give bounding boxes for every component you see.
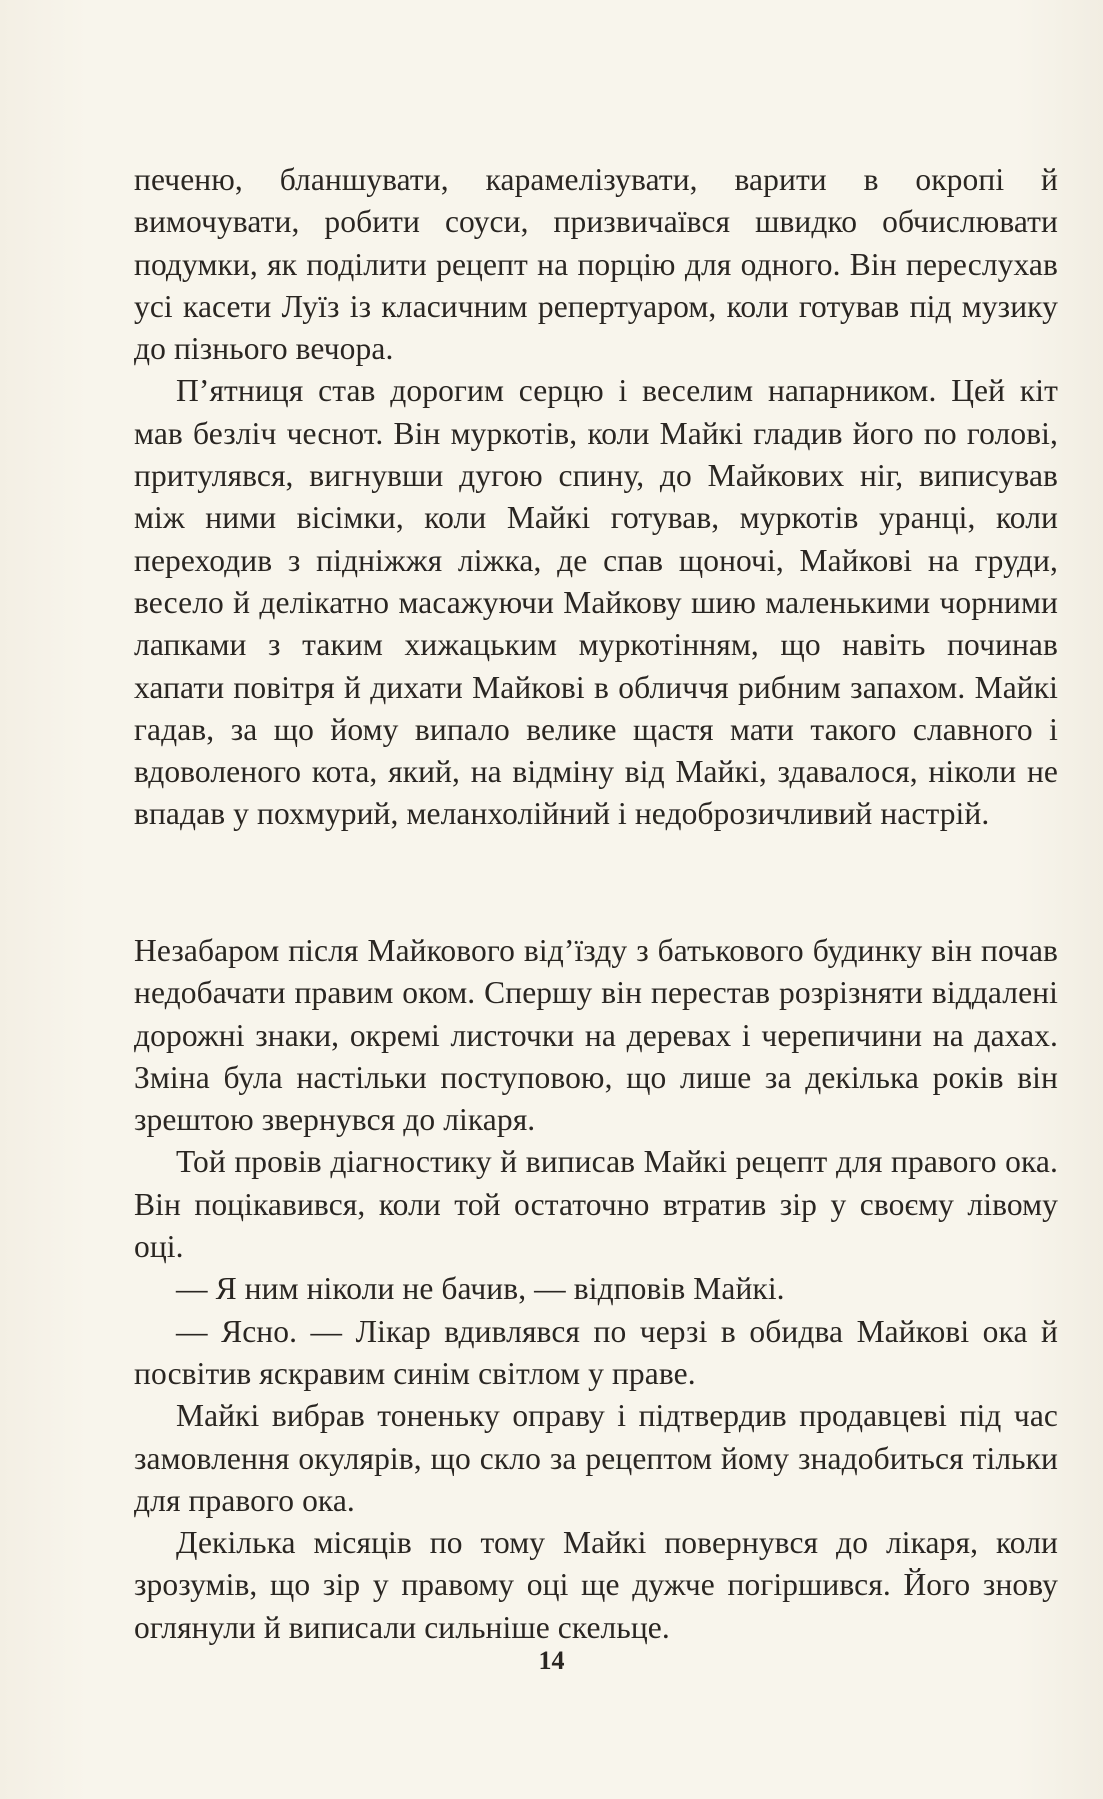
paragraph: Майкі вибрав тоненьку оправу і підтвердив продавцеві під час замовлення окулярів, що скло за рецептом йому знадобиться тільки для правого ока. bbox=[134, 1398, 1058, 1518]
paragraph: П’ятниця став дорогим серцю і веселим напарником. Цей кіт мав безліч чеснот. Він муркотів, коли Майкі гладив його по голові, притулявся, вигнувши дугою спину, до Майкових ніг, виписував між ними вісімки, коли Майкі готував, муркотів уранці, коли переходив з підніжжя ліжка, де спав щоночі, Майкові на груди, весело й делікатно масажуючи Майкову шию маленькими чорними лапками з таким хижацьким муркотінням, що навіть починав хапати повітря й дихати Майкові в обличчя рибним запахом. Майкі гадав, за що йому випало велике щастя мати такого славного і вдоволеного кота, який, на відміну від Майкі, здавалося, ніколи не впадав у похмурий, меланхолійний і недоброзичливий настрій. bbox=[134, 373, 1058, 832]
page-number: 14 bbox=[538, 1646, 565, 1675]
dialogue-line: — Ясно. — Лікар вдивлявся по черзі в обидва Майкові ока й посвітив яскравим синім світлом у праве. bbox=[134, 1313, 1058, 1391]
text-section-2 bbox=[134, 930, 1058, 1649]
paragraph: печеню, бланшувати, карамелізувати, варити в окропі й вимочувати, робити соуси, призвичаївся швидко обчислювати подумки, як поділити рецепт на порцію для одного. Він переслухав усі касети Луїз із класичним репертуаром, коли готував під музику до пізнього вечора. bbox=[134, 162, 1058, 367]
paragraph: Той провів діагностику й виписав Майкі рецепт для правого ока. Він поцікавився, коли той остаточно втратив зір у своєму лівому оці. bbox=[134, 1144, 1058, 1265]
text-section-1 bbox=[134, 159, 1058, 836]
dialogue-line: — Я ним ніколи не бачив, — відповів Майкі. bbox=[176, 1271, 785, 1307]
paragraph: Декілька місяців по тому Майкі повернувся до лікаря, коли зрозумів, що зір у правому оці ще дужче погіршився. Його знову оглянули й виписали сильніше скельце. bbox=[134, 1525, 1058, 1645]
paragraph: Незабаром після Майкового від’їзду з батькового будинку він почав недобачати правим оком. Спершу він перестав розрізняти віддалені дорожні знаки, окремі листочки на деревах і черепичини на дахах. Зміна була настільки поступовою, що лише за декілька років він зрештою звернувся до лікаря. bbox=[134, 933, 1058, 1138]
